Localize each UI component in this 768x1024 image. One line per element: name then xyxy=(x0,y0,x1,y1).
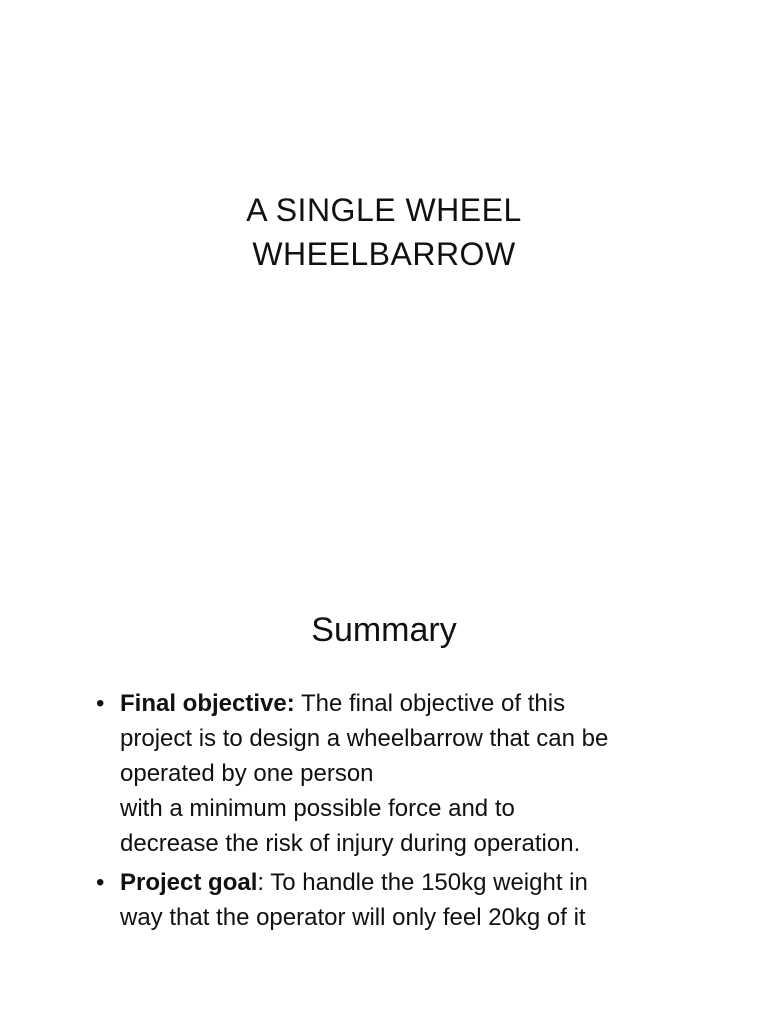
bullet-line: decrease the risk of injury during operation. xyxy=(120,830,581,857)
presentation-title xyxy=(0,188,768,276)
bullet-line xyxy=(120,686,696,721)
bullet-term: Final objective: xyxy=(120,690,295,717)
title-line-1: A SINGLE WHEEL xyxy=(246,192,522,228)
title-line-2: WHEELBARROW xyxy=(252,236,516,272)
bullet-dot: • xyxy=(96,690,105,717)
bullet-line xyxy=(120,865,696,900)
bullet-text: : To handle the 150kg weight in xyxy=(257,869,588,896)
bullet-term: Project goal xyxy=(120,869,258,896)
bullet-final-objective xyxy=(96,686,696,861)
summary-bullet-list xyxy=(96,686,696,939)
bullet-dot: • xyxy=(96,869,105,896)
bullet-line: operated by one person xyxy=(120,760,374,787)
bullet-text: The final objective of this xyxy=(294,690,566,717)
bullet-line: project is to design a wheelbarrow that can be xyxy=(120,725,609,752)
bullet-line: way that the operator will only feel 20kg of it xyxy=(120,904,586,931)
summary-slide xyxy=(0,580,768,1024)
bullet-line: with a minimum possible force and to xyxy=(120,795,515,822)
bullet-project-goal xyxy=(96,865,696,935)
summary-heading: Summary xyxy=(311,611,457,649)
